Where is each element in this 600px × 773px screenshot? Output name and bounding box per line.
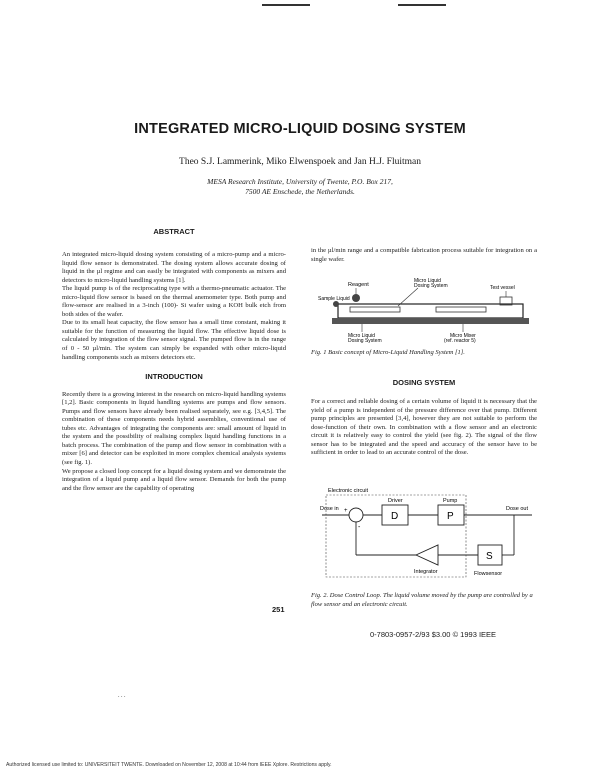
figure-2-diagram [318, 487, 534, 579]
label-driver: Driver [388, 498, 403, 504]
top-rule-left [262, 4, 310, 6]
figure-1-diagram [318, 276, 533, 346]
dosing-paragraph: For a correct and reliable dosing of a certain volume of liquid it is necessary that the yield of a pump is independent of the pressure difference over that pump. Different pump principles are presented [3,4], however they are not suitable to perform the dose-function of their own. In combination with a flow sensor and an electronic circuit it is relatively easy to control the yield (see fig. 2). The signal of the flow sensor has to be integrated and the speed and accuracy of the sensor have to be sufficient in order to lead to an accurate control of the dose. [311, 398, 537, 457]
reagent-inlet [352, 294, 360, 302]
label-dose-out: Dose out [506, 506, 529, 512]
dosing-heading: DOSING SYSTEM [392, 378, 456, 387]
label-sample-liquid: Sample Liquid [318, 296, 350, 302]
introduction-paragraph: We propose a closed loop concept for a liquid dosing system and we demonstrate the integration of a liquid pump and a liquid flow sensor. Demands for both the pump and the flow sensor are the capability of operating [62, 467, 286, 492]
affiliation-line-1: MESA Research Institute, University of Twente, P.O. Box 217, [207, 177, 393, 186]
authors: Theo S.J. Lammerink, Miko Elwenspoek and Jan H.J. Fluitman [179, 157, 421, 167]
paper-title: INTEGRATED MICRO-LIQUID DOSING SYSTEM [134, 121, 466, 137]
label-electronic-circuit: Electronic circuit [328, 488, 369, 494]
license-footer: Authorized licensed use limited to: UNIVERSITEIT TWENTE. Downloaded on November 12, 2008 at 10:44 from IEEE Xplore. Restrictions apply. [6, 762, 332, 768]
label-block-s: S [486, 551, 493, 562]
label-dosing-system: Dosing System [414, 283, 448, 289]
figure-1-caption: Fig. 1 Basic concept of Micro-Liquid Handling System [1]. [311, 349, 465, 356]
mixer-channel [436, 307, 486, 312]
dosing-channel [350, 307, 400, 312]
figure-2-caption: Fig. 2. Dose Control Loop. The liquid volume moved by the pump are controlled by a flow sensor and an electronic circuit. [311, 592, 533, 608]
summing-junction [349, 508, 363, 522]
affiliation-line-2: 7500 AE Enschede, the Netherlands. [245, 187, 355, 196]
label-pump: Pump [443, 498, 458, 504]
label-micro-mixer: Micro Mixer [450, 333, 476, 339]
wafer-outline [338, 304, 523, 318]
label-block-d: D [391, 511, 399, 522]
affiliation [150, 177, 450, 197]
copyright-notice: 0-7803-0957-2/93 $3.00 © 1993 IEEE [370, 630, 497, 639]
introduction-heading: INTRODUCTION [145, 372, 203, 382]
left-column [62, 251, 286, 493]
right-column-continuation: in the µl/min range and a compatible fabrication process suitable for integration on a single wafer. [311, 247, 537, 263]
integrator-block [416, 545, 438, 565]
stray-marks: . . . [118, 693, 126, 699]
label-sum-minus: - [358, 524, 361, 531]
label-dosing-system-bottom: Dosing System [348, 338, 382, 344]
abstract-paragraph: The liquid pump is of the reciprocating type with a thermo-pneumatic actuator. The micro-liquid flow sensor is based on the thermal anemometer type. Both pump and flow-sensor are realised in a 3-inch (100)- Si wafer using a KOH bulk etch from both sides of the wafer. [62, 285, 286, 318]
label-ref-reactor: (ref. reactor 5) [444, 338, 476, 344]
label-reagent: Reagent [348, 282, 369, 288]
label-dose-in: Dose in [320, 506, 339, 512]
label-block-p: P [447, 511, 454, 522]
abstract-paragraph: An integrated micro-liquid dosing system consisting of a micro-pump and a micro-liquid flow sensor is demonstrated. The dosing system allows accurate dosing of liquid in the µl regime and can easily be integrated with components as mixers and detectors to micro-liquid handling systems [1]. [62, 251, 286, 284]
label-micro-liquid: Micro Liquid [414, 278, 441, 284]
page-number: 251 [272, 605, 285, 614]
label-flowsensor: Flowsensor [474, 571, 503, 577]
label-test-vessel: Test vessel [490, 285, 515, 291]
introduction-paragraph: Recently there is a growing interest in the research on micro-liquid handling systems [1,2]. Basic components in liquid handling systems are pumps and flow sensors. Pumps and flow sensors have already been realised separately, see e.g. [3,4,5]. The combination of these components needs hybrid assemblies, conventional use of tubes etc. Advantages of integrating the components are: small amount of liquid in the system and the possibility of realising complex liquid handling functions in a batch process. The combination of the pump and flow sensor in combination with a mixer [6] and detector can be exploited in more complex chemical analysis systems (see fig. 1). [62, 390, 286, 467]
label-integrator: Integrator [414, 569, 438, 575]
abstract-paragraph: Due to its small heat capacity, the flow sensor has a small time constant, making it suitable for the function of measuring the liquid flow. The effective liquid dose is calculated by integration of the flow sensor signal. The pumped flow is in the range of 0 - 50 µl/min. The system can simply be expanded with other micro-liquid handling components such as mixers detectors etc. [62, 319, 286, 361]
abstract-heading: ABSTRACT [153, 227, 195, 236]
label-micro-liquid-bottom: Micro Liquid [348, 333, 375, 339]
top-rule-right [398, 4, 446, 6]
wafer-base [332, 318, 529, 324]
label-sum-plus: + [344, 508, 348, 514]
